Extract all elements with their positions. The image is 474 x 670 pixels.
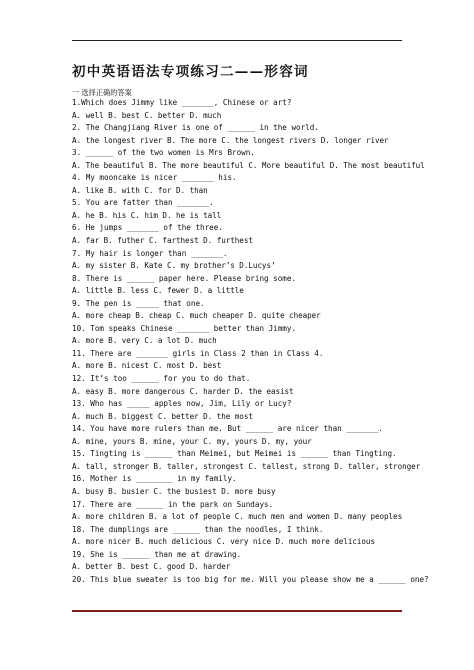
question-line: 20. This blue sweater is too big for me. Will you please show me a ______ one? [72, 574, 429, 584]
answer-options-line: A. better B. best C. good D. harder [72, 562, 231, 572]
top-rule [72, 40, 402, 41]
question-line: 4. My mooncake is nicer _______ his. [72, 173, 237, 183]
answer-options-line: A. like B. with C. for D. than [72, 185, 208, 195]
answer-options-line: A. more nicer B. much delicious C. very nice D. much more delicious [72, 537, 375, 547]
answer-options-line: A. more B. nicest C. most D. best [72, 361, 222, 371]
question-line: 2. The Changjiang River is one of ______ in the world. [72, 123, 319, 133]
question-line: 16. Mother is ________ in my family. [72, 474, 237, 484]
question-line: 14. You have more rulers than me. But ______ are nicer than _______. [72, 424, 383, 434]
question-line: 17. There are ______ in the park on Sundays. [72, 499, 274, 509]
question-line: 18. The dumplings are ______ than the noodles, I think. [72, 524, 324, 534]
answer-options-line: A. my sister B. Kate C. my brother’s D.Lucys’ [72, 261, 276, 271]
question-line: 8. There is ______ paper here. Please bring some. [72, 273, 297, 283]
question-line: 6. He jumps _______ of the three. [72, 223, 223, 233]
answer-options-line: A. more children B. a lot of people C. much men and women D. many peoples [72, 512, 403, 522]
question-line: 12. It’s too ______ for you to do that. [72, 374, 251, 384]
answer-options-line: A. more B. very C. a lot D. much [72, 336, 217, 346]
question-line: 5. You are fatter than _______. [72, 198, 214, 208]
question-line: 7. My hair is longer than _______. [72, 248, 228, 258]
answer-options-line: A. more cheap B. cheap C. much cheaper D. quite cheaper [72, 311, 321, 321]
answer-options-line: A. well B. best C. better D. much [72, 110, 222, 120]
answer-options-line: A. tall, stronger B. taller, strongest C. tallest, strong D. taller, stronger [72, 461, 421, 471]
question-list [72, 97, 429, 586]
section-heading: 一 选择正确的答案 [72, 88, 132, 97]
answer-options-line: A. little B. less C. fewer D. a little [72, 286, 244, 296]
answer-options-line: A. The beautiful B. The more beautiful C. More beautiful D. The most beautiful [72, 160, 425, 170]
question-line: 10. Tom speaks Chinese _______ better than Jimmy. [72, 323, 297, 333]
question-line: 3. ______ of the two women is Mrs Brown. [72, 148, 255, 158]
answer-options-line: A. the longest river B. The more C. the longest rivers D. longer river [72, 135, 389, 145]
question-line: 11. There are _______ girls in Class 2 than in Class 4. [72, 348, 324, 358]
answer-options-line: A. much B. biggest C. better D. the most [72, 411, 253, 421]
page-title: 初中英语语法专项练习二——形容词 [72, 64, 309, 80]
answer-options-line: A. mine, yours B. mine, your C. my, yours D. my, your [72, 436, 312, 446]
question-line: 1.Which does Jimmy like _______, Chinese or art? [72, 98, 292, 107]
answer-options-line: A. easy B. more dangerous C. harder D. the easist [72, 386, 294, 396]
question-line: 13. Who has _____ apples now, Jim, Lily or Lucy? [72, 399, 292, 409]
answer-options-line: A. he B. his C. him D. he is tall [72, 210, 222, 220]
bottom-rule [72, 610, 402, 612]
question-line: 15. Tingting is ______ than Meimei, but Meimei is ______ than Tingting. [72, 449, 397, 459]
answer-options-line: A. busy B. busier C. the busiest D. more busy [72, 486, 276, 496]
question-line: 9. The pen is _____ that one. [72, 298, 205, 308]
question-line: 19. She is ______ than me at drawing. [72, 549, 242, 559]
answer-options-line: A. far B. futher C. farthest D. furthest [72, 236, 253, 246]
